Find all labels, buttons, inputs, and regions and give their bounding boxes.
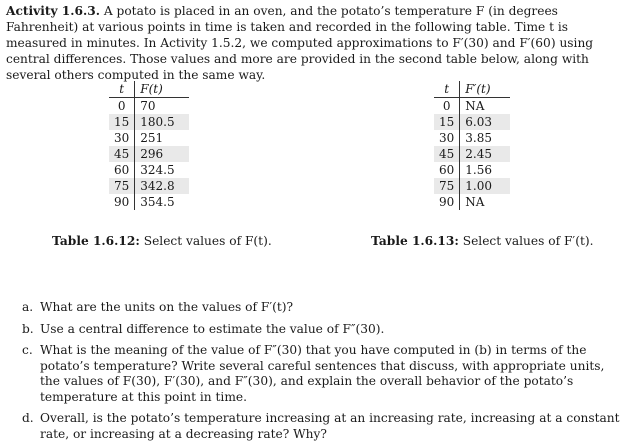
table-cell: 0	[434, 98, 460, 115]
table-cell: 0	[109, 98, 135, 115]
table-caption-f	[52, 234, 272, 248]
table-cell: 75	[434, 178, 460, 194]
caption-label: Table 1.6.13:	[371, 234, 459, 248]
question-list	[22, 300, 626, 448]
activity-intro	[6, 3, 630, 83]
table-cell: NA	[465, 99, 485, 113]
table-cell: 30	[434, 130, 460, 146]
table-row	[434, 146, 510, 162]
table-cell: 2.45	[460, 146, 511, 162]
table-cell: 90	[434, 194, 460, 210]
table-row	[109, 130, 189, 146]
table-cell: 60	[109, 162, 135, 178]
table-header: F(t)	[135, 81, 190, 98]
table-cell: 354.5	[140, 195, 175, 209]
table-row	[109, 98, 189, 115]
table-header: F′(t)	[460, 81, 511, 98]
table-cell: 1.00	[460, 178, 511, 194]
caption-text: Select values of F′(t).	[462, 234, 594, 248]
table-cell: 70	[140, 99, 156, 113]
table-cell: 15	[109, 114, 135, 130]
table-row	[109, 194, 189, 210]
question-label: b.	[22, 321, 34, 336]
table-row	[434, 98, 510, 115]
table-header: t	[109, 81, 135, 98]
table-row	[109, 114, 189, 130]
table-row	[434, 162, 510, 178]
table-row	[109, 146, 189, 162]
table-cell: 15	[434, 114, 460, 130]
table-row	[434, 114, 510, 130]
table-caption-fprime	[371, 234, 593, 248]
table-cell: 75	[109, 178, 135, 194]
question-label: d.	[22, 411, 34, 425]
table-cell: 30	[109, 130, 135, 146]
question-text: What are the units on the values of F′(t)?	[40, 300, 294, 314]
table-cell: 251	[140, 131, 164, 145]
question-label: a.	[22, 300, 34, 314]
question-item	[22, 300, 626, 316]
table-header: t	[434, 81, 460, 98]
question-text: What is the meaning of the value of F″(30) that you have computed in (b) in terms of the potato’s temperature? Write several careful sentences that discuss, with appropriate units, the values of F(30), F′(30), and F″(30), and explain the overall behavior of the potato’s temperature at this point in time.	[40, 343, 605, 404]
question-label: c.	[22, 343, 33, 357]
table-cell: 324.5	[140, 163, 175, 177]
table-row	[434, 194, 510, 210]
table-cell: 45	[434, 146, 460, 162]
table-fprime-values	[434, 81, 510, 210]
table-cell: 60	[434, 162, 460, 178]
table-row	[109, 162, 189, 178]
table-row	[434, 130, 510, 146]
question-item	[22, 343, 626, 405]
question-text: Use a central difference to estimate the value of F″(30).	[40, 321, 385, 336]
question-text: Overall, is the potato’s temperature increasing at an increasing rate, increasing at a constant rate, or increasing at a decreasing rate? Why?	[40, 411, 620, 441]
table-cell: 296	[135, 146, 190, 162]
question-item	[22, 411, 626, 442]
table-cell: 6.03	[460, 114, 511, 130]
activity-label: Activity 1.6.3.	[6, 4, 100, 18]
table-cell: NA	[465, 195, 485, 209]
caption-label: Table 1.6.12:	[52, 234, 140, 248]
activity-text: A potato is placed in an oven, and the potato’s temperature F (in degrees Fahrenheit) at various points in time is taken and recorded in the following table. Time t is measured in minutes. In Activity 1.5.2, we computed approximations to F′(30) and F′(60) using central differences. Those values and more are provided in the second table below, along with several others computed in the same way.	[6, 4, 594, 82]
table-cell: 342.8	[135, 178, 190, 194]
table-f-values	[109, 81, 189, 210]
table-cell: 3.85	[465, 131, 492, 145]
table-row	[434, 178, 510, 194]
question-item	[22, 322, 626, 338]
table-cell: 90	[109, 194, 135, 210]
table-cell: 1.56	[465, 163, 492, 177]
table-cell: 45	[109, 146, 135, 162]
caption-text: Select values of F(t).	[143, 234, 272, 248]
table-cell: 180.5	[135, 114, 190, 130]
table-row	[109, 178, 189, 194]
